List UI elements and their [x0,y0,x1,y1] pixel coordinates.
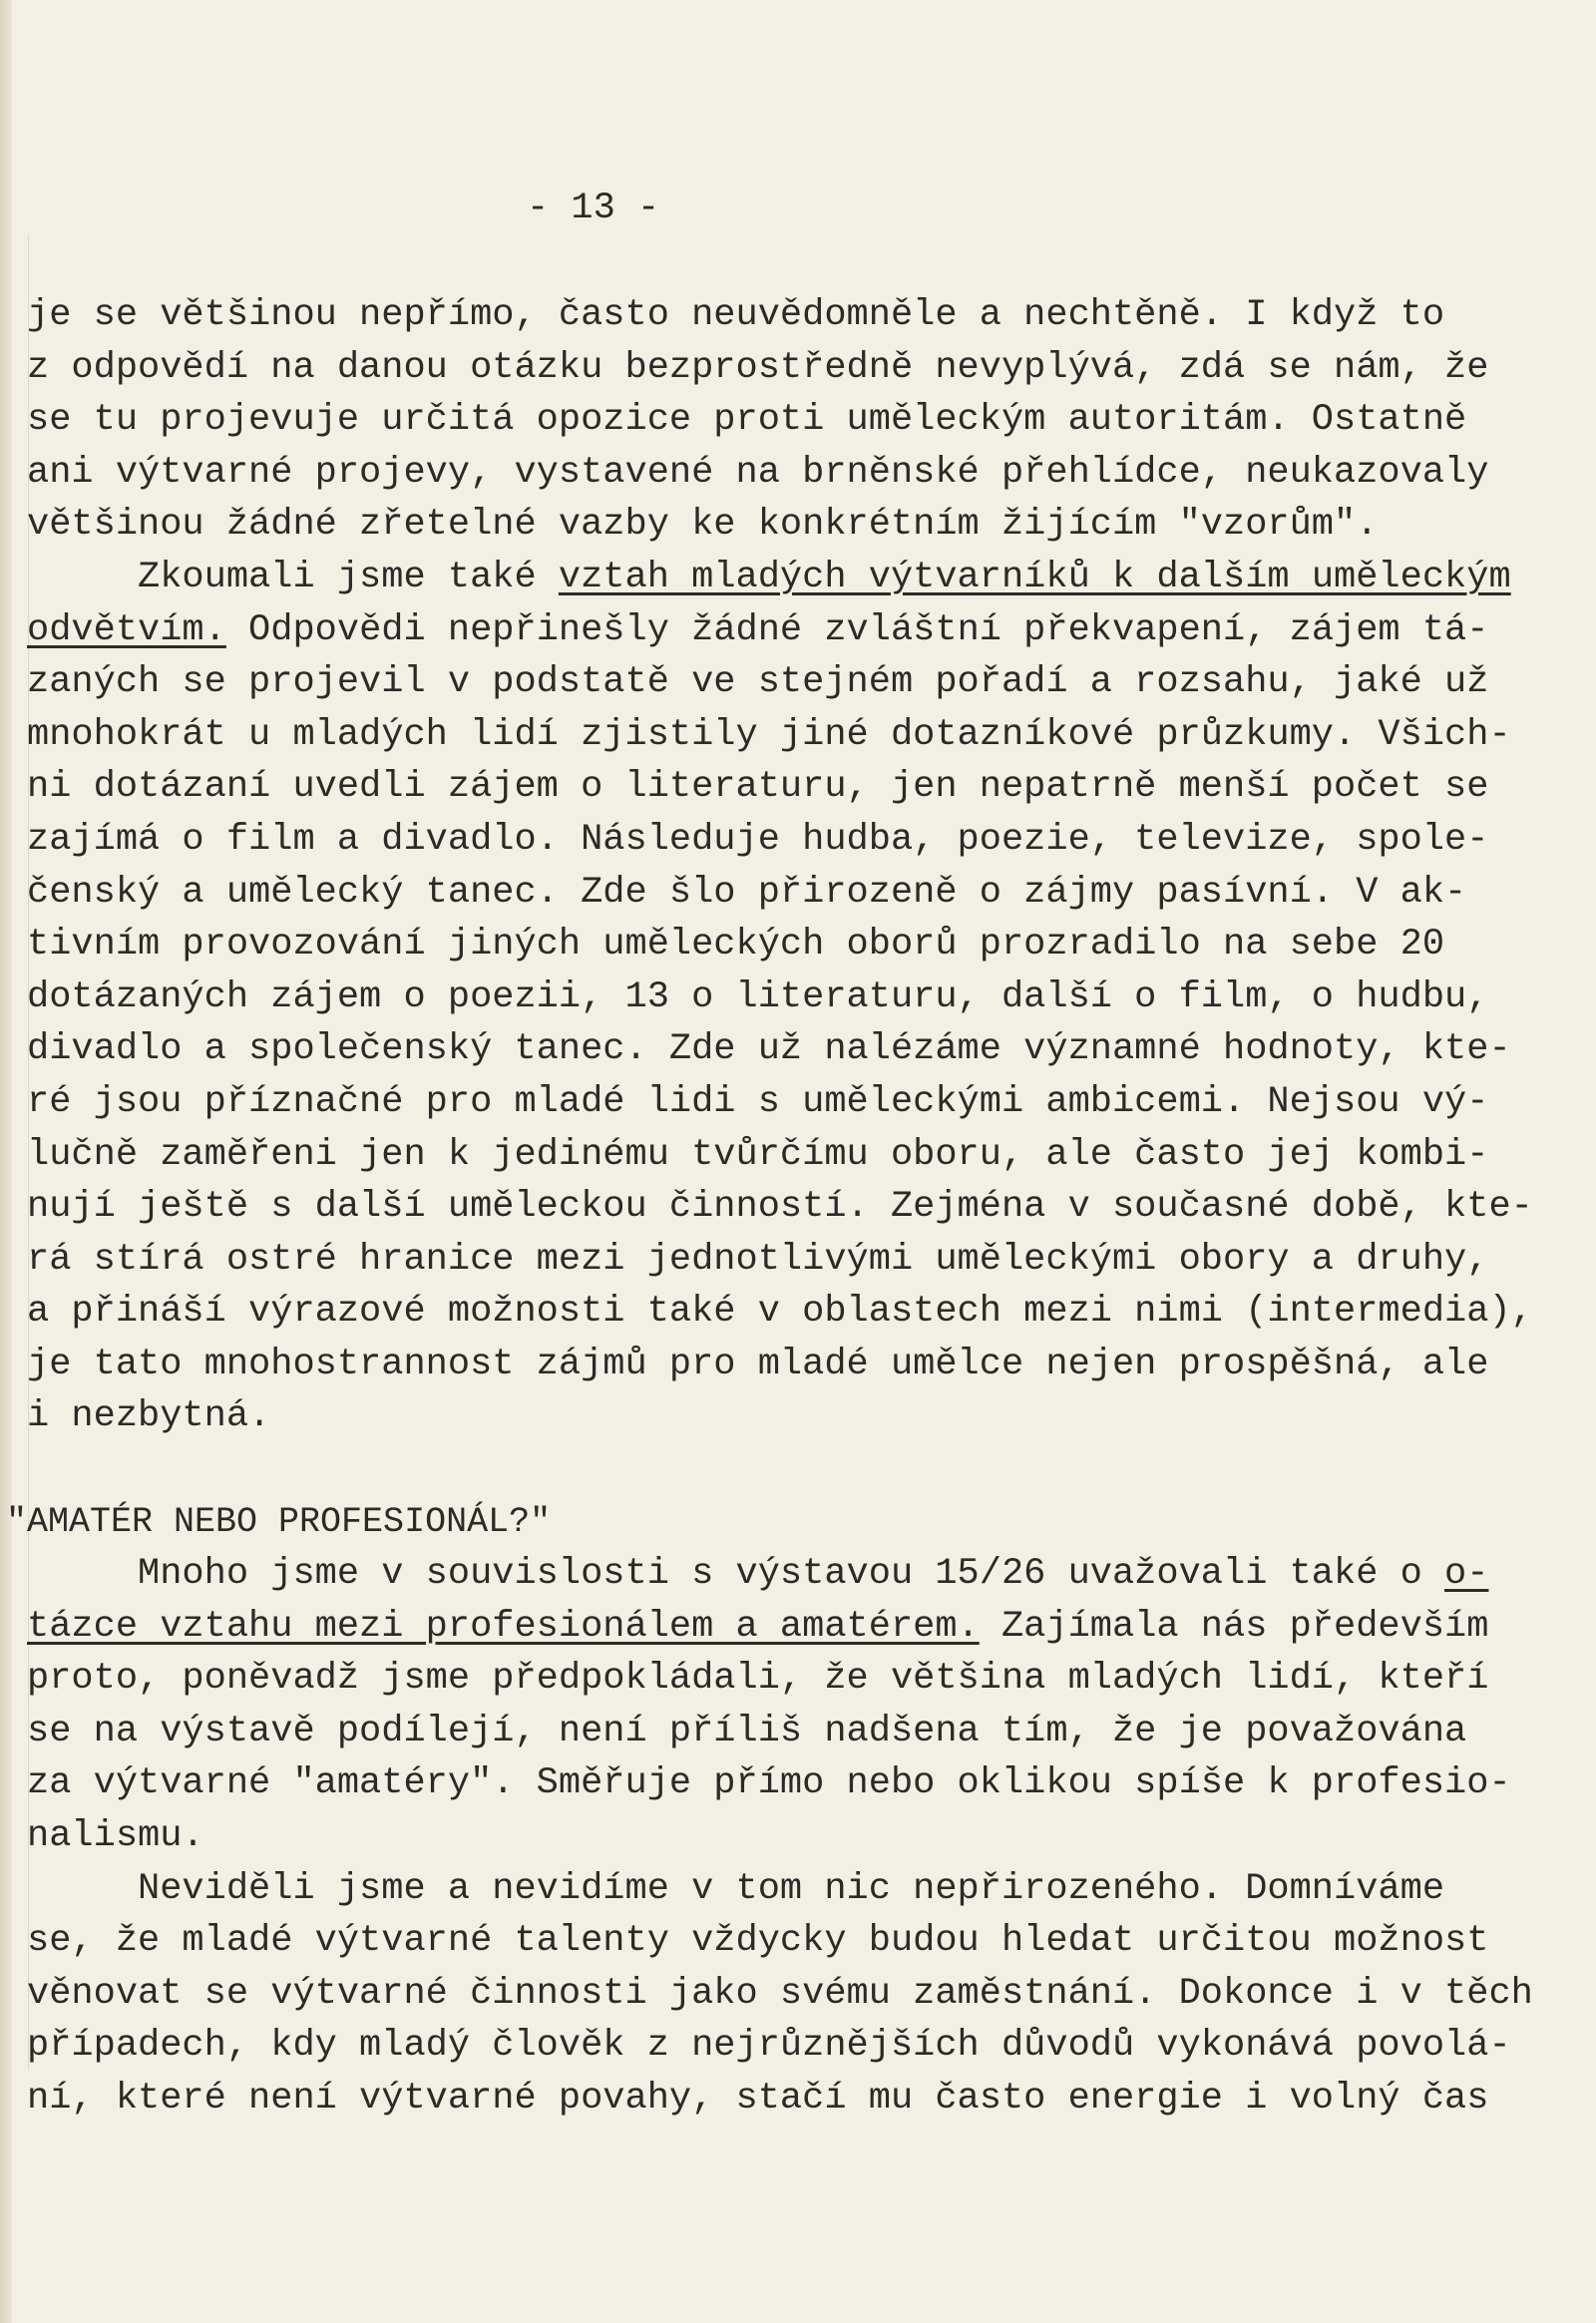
text-segment: Neviděli jsme a nevidíme v tom nic nepřirozeného. Domníváme [27,1867,1445,1910]
text-segment: rá stírá ostré hranice mezi jednotlivými uměleckými obory a druhy, [27,1238,1489,1281]
text-segment: a přináší výrazové možnosti také v oblastech mezi nimi (intermedia), [27,1291,1533,1334]
text-segment: je se většinou nepřímo, často neuvědomněle a nechtěně. I když to [27,294,1445,336]
text-segment: se, že mladé výtvarné talenty vždycky budou hledat určitou možnost [27,1920,1489,1963]
text-line [27,1863,1533,1916]
text-line [27,814,1533,867]
text-line [27,342,1533,395]
text-line [27,1706,1533,1758]
text-segment: ní, které není výtvarné povahy, stačí mu často energie i volný čas [27,2077,1489,2120]
text-line [27,1181,1533,1234]
text-line [27,1757,1533,1810]
text-line [27,1076,1533,1129]
text-segment: z odpovědí na danou otázku bezprostředně nevyplývá, zdá se nám, že [27,346,1489,389]
underlined-text: tázce vztahu mezi profesionálem a amatérem. [27,1605,980,1648]
text-line [27,1653,1533,1706]
text-line [27,1390,1533,1443]
text-line [27,1601,1533,1654]
text-segment: divadlo a společenský tanec. Zde už nalézáme významné hodnoty, kte- [27,1028,1511,1071]
text-line [27,289,1533,342]
text-segment: věnovat se výtvarné činnosti jako svému zaměstnání. Dokonce i v těch [27,1972,1533,2015]
text-segment: nují ještě s další uměleckou činností. Zejména v současné době, kte- [27,1186,1533,1229]
text-line [27,867,1533,920]
paragraph-block-2 [27,1548,1533,2126]
text-segment: za výtvarné "amatéry". Směřuje přímo nebo oklikou spíše k profesio- [27,1762,1511,1805]
underlined-text: vztah mladých výtvarníků k dalším uměleckým [558,556,1511,598]
text-line [27,1023,1533,1076]
text-segment: proto, poněvadž jsme předpokládali, že většina mladých lidí, kteří [27,1658,1489,1701]
text-line [27,1968,1533,2021]
text-line [27,2020,1533,2073]
text-segment: čenský a umělecký tanec. Zde šlo přirozeně o zájmy pasívní. V ak- [27,871,1467,914]
text-segment: mnohokrát u mladých lidí zjistily jiné dotazníkové průzkumy. Všich- [27,713,1511,756]
text-segment: ni dotázaní uvedli zájem o literaturu, jen nepatrně menší počet se [27,766,1489,809]
page-number: - 13 - [527,188,660,229]
text-line [27,552,1533,604]
text-segment: Mnoho jsme v souvislosti s výstavou 15/26 uvažovali také o [27,1553,1445,1595]
text-segment: nalismu. [27,1814,204,1857]
text-line [27,447,1533,500]
text-segment: ani výtvarné projevy, vystavené na brněnské přehlídce, neukazovaly [27,451,1489,494]
text-segment: je tato mnohostrannost zájmů pro mladé umělce nejen prospěšná, ale [27,1343,1489,1385]
text-line [27,1810,1533,1863]
text-segment: případech, kdy mladý člověk z nejrůznějších důvodů vykonává povolá- [27,2025,1511,2068]
text-segment: ré jsou příznačné pro mladé lidi s uměleckými ambicemi. Nejsou vý- [27,1080,1489,1123]
text-segment: Zajímala nás především [979,1605,1489,1648]
paragraph-block-1 [27,289,1533,1443]
text-line [27,1339,1533,1391]
text-line [27,971,1533,1024]
text-segment: se tu projevuje určitá opozice proti uměleckým autoritám. Ostatně [27,399,1467,442]
text-line [27,1548,1533,1601]
text-line [27,709,1533,762]
text-segment: Zkoumali jsme také [27,556,559,598]
text-line [27,656,1533,709]
text-line [27,394,1533,447]
underlined-text: odvětvím. [27,608,226,651]
text-segment: dotázaných zájem o poezii, 13 o literaturu, další o film, o hudbu, [27,975,1489,1018]
section-heading: "AMATÉR NEBO PROFESIONÁL?" [6,1502,552,1542]
text-line [27,1234,1533,1287]
text-line [27,1129,1533,1182]
underlined-text: o- [1444,1553,1489,1595]
text-segment: se na výstavě podílejí, není příliš nadšena tím, že je považována [27,1710,1467,1752]
text-line [27,1915,1533,1968]
text-line [27,1286,1533,1339]
text-segment: většinou žádné zřetelné vazby ke konkrétním žijícím "vzorům". [27,504,1379,547]
text-segment: tivním provozování jiných uměleckých oborů prozradilo na sebe 20 [27,924,1445,967]
text-line [27,2073,1533,2126]
text-line [27,604,1533,657]
text-segment: Odpovědi nepřinešly žádné zvláštní překvapení, zájem tá- [225,608,1489,651]
text-line [27,499,1533,552]
text-segment: i nezbytná. [27,1395,271,1438]
text-line [27,919,1533,971]
text-segment: zajímá o film a divadlo. Následuje hudba, poezie, televize, spole- [27,818,1489,861]
text-segment: lučně zaměřeni jen k jedinému tvůrčímu oboru, ale často jej kombi- [27,1133,1489,1176]
text-segment: zaných se projevil v podstatě ve stejném pořadí a rozsahu, jaké už [27,661,1489,704]
text-line [27,761,1533,814]
page-binding-edge [0,0,12,2323]
